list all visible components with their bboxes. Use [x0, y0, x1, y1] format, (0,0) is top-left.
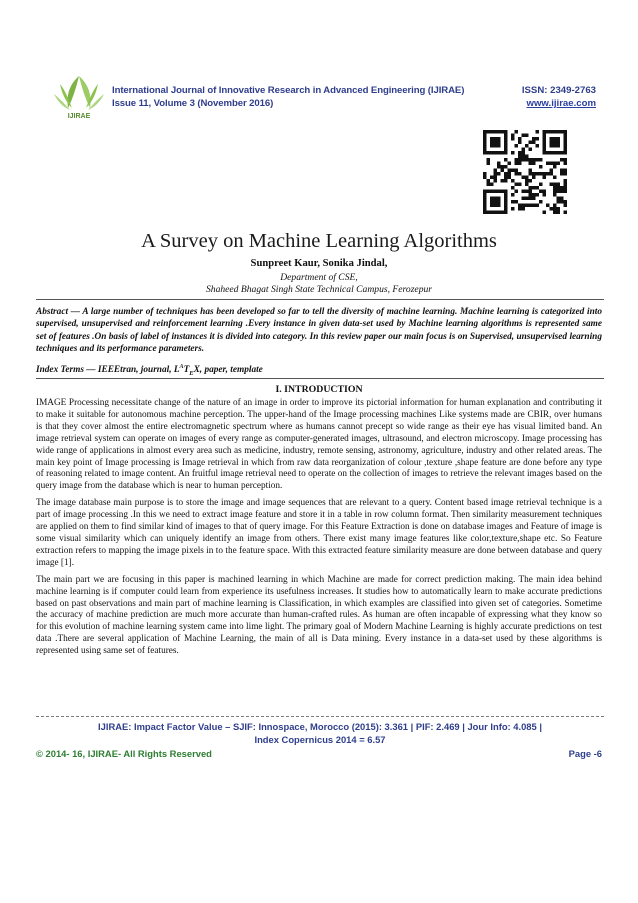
paragraph: IMAGE Processing necessitate change of the nature of an image in order to improve its pictorial information for human explanation and contributing it to make it suitable for autonomous machine perception. The upper-hand of the Image processing machines Like systems made are CBIR, over humans is that they cover almost the entire electromagnetic spectrum where as humans cannot precept so wide range as their eye has visual limited band. An image retrieval system can operate on images of every range as computer-generated images, ultrasound, and electron microscopy. Image processing has wide range of applications in almost every area such as medicine, industry, remote sensing, astronomy, agriculture, industry and other related areas. The main key point of Image processing is Image retrieval in which from raw data reorganization of colour ,texture ,shape feature are done before any type of reasoning related to image content. An fruitful image retrieval need to operate on the collection of images to retrieve the relevant images based on the query image from the database which is near to human perception. [36, 398, 602, 492]
index-terms-prefix: Index Terms — IEEEtran, journal, L [36, 365, 180, 376]
paragraph: The main part we are focusing in this paper is machined learning in which Machine are made for correct prediction making. The main idea behind machine learning is if computer could learn from experience its usefulness increases. It studies how to automatically learn to make accurate predictions based on past observations and main part of machine learning is Classification, in which examples are classified into given set of categories. Sometime the accuracy of machine prediction are much more accurate than human-crafted rules. As human are often incapable of expressing what they know so for this evolution of machine learning system came into lime light. The primary goal of Modern Machine Learning is highly accurate predictions on test data .There are several application of Machine Learning, the main of all is Data mining. Every instance in a data-set used by these algorithms is represented using same set of features. [36, 574, 602, 657]
journal-header [112, 84, 502, 110]
section-heading: I. INTRODUCTION [275, 384, 363, 395]
paper-authors: Sunpreet Kaur, Sonika Jindal, [250, 258, 388, 269]
impact-factor-line: IJIRAE: Impact Factor Value – SJIF: Innospace, Morocco (2015): 3.361 | PIF: 2.469 | Jour Info: 4.085 | [98, 721, 542, 732]
divider [36, 299, 604, 300]
paragraph: The image database main purpose is to store the image and image sequences that are relevant to a query. Content based image retrieval technique is a part of image processing .In this we need to extract image feature and store it in a table in row column format. Then similarity measurement techniques are applied on them to find similar kind of images to that of query image. For this Feature Extraction is done on database images and Feature of image is some visual similarity which can uniquely identify an image from others. There exist many image features like color,texture,shape etc. So Feature extraction refers to mapping the image pixels in to the feature space. With this extracted feature similarity measure are done between database and query image [1]. [36, 498, 602, 568]
journal-title: International Journal of Innovative Research in Advanced Engineering (IJIRAE) [112, 85, 465, 96]
journal-logo [50, 70, 108, 120]
journal-issue: Issue 11, Volume 3 (November 2016) [112, 98, 274, 109]
body-text [36, 398, 602, 663]
journal-website-link[interactable]: www.ijirae.com [526, 98, 596, 109]
qr-code-icon [483, 124, 567, 226]
author-department: Department of CSE, [280, 272, 358, 283]
issn-block [508, 84, 596, 110]
copernicus-line: Index Copernicus 2014 = 6.57 [254, 734, 386, 745]
copyright: © 2014- 16, IJIRAE- All Rights Reserved [36, 748, 212, 759]
divider [36, 378, 604, 379]
latex-a: A [179, 364, 184, 370]
abstract: Abstract — A large number of techniques has been developed so far to tell the diversity of machine learning. Machine learning is categorized into supervised, unsupervised and reinforcement learning .Every instance in given data-set used by Machine learning algorithms is represented same set of features .On basis of label of instances it is divided into category. In this review paper our main focus is on Supervised, unsupervised learning techniques and its performance parameters. [36, 307, 602, 355]
paper-title: A Survey on Machine Learning Algorithms [141, 230, 497, 252]
footer-divider [36, 716, 604, 717]
issn: ISSN: 2349-2763 [521, 85, 596, 96]
index-terms-suffix: X, paper, template [193, 365, 263, 376]
logo-text: IJIRAE [67, 113, 91, 120]
footer-impact [36, 720, 604, 746]
latex-t: T [183, 365, 190, 376]
author-institution: Shaheed Bhagat Singh State Technical Campus, Ferozepur [205, 284, 433, 295]
latex-e: E [189, 369, 194, 377]
page-number: Page -6 [568, 748, 602, 759]
